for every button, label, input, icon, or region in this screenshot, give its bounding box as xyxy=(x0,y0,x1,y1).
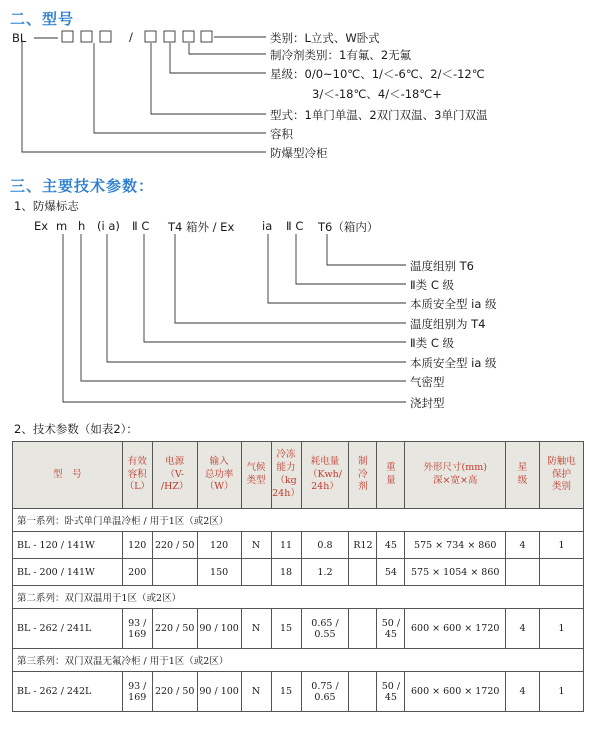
code-ia-inner: ia xyxy=(262,219,273,233)
cell-star: 4 xyxy=(506,672,540,712)
cell-star: 4 xyxy=(506,532,540,559)
cell-freezing: 15 xyxy=(271,672,301,712)
cell-model: BL - 262 / 242L xyxy=(13,672,123,712)
table-header-row xyxy=(13,442,584,509)
cell-weight: 54 xyxy=(377,559,405,586)
cell-climate xyxy=(241,559,271,586)
cell-dimensions: 575 × 734 × 860 xyxy=(405,532,506,559)
header-weight: 重 量 xyxy=(377,442,405,509)
cell-dimensions: 600 × 600 × 1720 xyxy=(405,609,506,649)
cell-dimensions: 600 × 600 × 1720 xyxy=(405,672,506,712)
cell-model: BL - 262 / 241L xyxy=(13,609,123,649)
table-row xyxy=(13,672,584,712)
cell-refrigerant xyxy=(349,609,377,649)
header-consumption: 耗电量 （Kwh/ 24h） xyxy=(301,442,349,509)
cell-shock-protection: 1 xyxy=(540,609,584,649)
explosion-mark-title: 1、防爆标志 xyxy=(14,199,79,213)
cell-input-power: 120 xyxy=(197,532,241,559)
cell-consumption: 0.75 / 0.65 xyxy=(301,672,349,712)
series-3-row xyxy=(13,649,584,672)
mark-label-t4: 温度组别为 T4 xyxy=(410,317,486,331)
cell-shock-protection xyxy=(540,559,584,586)
series-1-row xyxy=(13,509,584,532)
series-2-row xyxy=(13,586,584,609)
header-dimensions: 外形尺寸(mm) 深×宽×高 xyxy=(405,442,506,509)
code-ex: Ex xyxy=(34,219,49,233)
cell-star: 4 xyxy=(506,609,540,649)
cell-model: BL - 200 / 141W xyxy=(13,559,123,586)
cell-shock-protection: 1 xyxy=(540,672,584,712)
header-star: 星 级 xyxy=(506,442,540,509)
cell-dimensions: 575 × 1054 × 860 xyxy=(405,559,506,586)
cell-climate: N xyxy=(241,532,271,559)
cell-weight: 45 xyxy=(377,532,405,559)
cell-input-power: 90 / 100 xyxy=(197,672,241,712)
model-label-refrigerant: 制冷剂类别：1有氟、2无氟 xyxy=(270,48,412,62)
code-ia: (i a) xyxy=(97,219,120,233)
mark-label-iic-inner: Ⅱ类 C 级 xyxy=(410,278,455,292)
model-slash: / xyxy=(129,30,133,44)
code-iic-inner: Ⅱ C xyxy=(286,219,304,233)
code-iic: Ⅱ C xyxy=(132,219,150,233)
table-row xyxy=(13,559,584,586)
cell-freezing: 18 xyxy=(271,559,301,586)
series-2-title: 第二系列：双门双温用于1区（或2区） xyxy=(13,586,584,609)
header-input-power: 输入 总功率 （W） xyxy=(197,442,241,509)
header-power-source: 电源 （V- /HZ） xyxy=(152,442,197,509)
model-label-type: 型式：1单门单温、2双门双温、3单门双温 xyxy=(270,108,488,122)
model-prefix: BL xyxy=(12,31,27,45)
mark-label-encapsulated: 浇封型 xyxy=(410,396,445,410)
cell-freezing: 15 xyxy=(271,609,301,649)
cell-power-source: 220 / 50 xyxy=(152,532,197,559)
code-t6-inner: T6（箱内） xyxy=(318,220,379,234)
header-shock-protection: 防触电 保护 类别 xyxy=(540,442,584,509)
code-h: h xyxy=(78,219,86,233)
tech-params-title: 2、技术参数（如表2）： xyxy=(14,422,138,436)
cell-power-source: 220 / 50 xyxy=(152,609,197,649)
cell-climate: N xyxy=(241,609,271,649)
cell-input-power: 150 xyxy=(197,559,241,586)
header-climate: 气候 类型 xyxy=(241,442,271,509)
cell-refrigerant xyxy=(349,672,377,712)
cell-climate: N xyxy=(241,672,271,712)
code-t4-outer: T4 箱外 / Ex xyxy=(168,220,235,234)
header-refrigerant: 制 冷 剂 xyxy=(349,442,377,509)
header-volume: 有效 容积 （L） xyxy=(122,442,152,509)
cell-freezing: 11 xyxy=(271,532,301,559)
mark-label-t6: 温度组别 T6 xyxy=(410,259,474,273)
cell-weight: 50 / 45 xyxy=(377,672,405,712)
section-2-heading: 二、型号 xyxy=(10,10,75,28)
cell-consumption: 1.2 xyxy=(301,559,349,586)
model-label-volume: 容积 xyxy=(270,127,293,141)
cell-weight: 50 / 45 xyxy=(377,609,405,649)
cell-refrigerant: R12 xyxy=(349,532,377,559)
series-3-title: 第三系列：双门双温无氟冷柜 / 用于1区（或2区） xyxy=(13,649,584,672)
cell-volume: 120 xyxy=(122,532,152,559)
header-freezing: 冷冻 能力 （kg 24h） xyxy=(271,442,301,509)
cell-volume: 200 xyxy=(122,559,152,586)
cell-refrigerant xyxy=(349,559,377,586)
code-m: m xyxy=(56,219,68,233)
cell-shock-protection: 1 xyxy=(540,532,584,559)
mark-label-iic: Ⅱ类 C 级 xyxy=(410,336,455,350)
cell-volume: 93 / 169 xyxy=(122,672,152,712)
model-label-star: 星级：0/0~10℃、1/＜-6℃、2/＜-12℃ xyxy=(270,67,485,81)
model-label-explosion-proof: 防爆型冷柜 xyxy=(270,146,328,160)
cell-volume: 93 / 169 xyxy=(122,609,152,649)
cell-consumption: 0.65 / 0.55 xyxy=(301,609,349,649)
model-label-category: 类别：L立式、W卧式 xyxy=(270,31,380,45)
table-row xyxy=(13,609,584,649)
cell-power-source xyxy=(152,559,197,586)
cell-consumption: 0.8 xyxy=(301,532,349,559)
cell-model: BL - 120 / 141W xyxy=(13,532,123,559)
mark-label-ia-inner: 本质安全型 ia 级 xyxy=(410,297,497,311)
mark-label-airtight: 气密型 xyxy=(410,375,445,389)
tech-params-table xyxy=(12,441,584,712)
section-3-heading: 三、主要技术参数： xyxy=(10,177,155,195)
cell-power-source: 220 / 50 xyxy=(152,672,197,712)
series-1-title: 第一系列：卧式单门单温冷柜 / 用于1区（或2区） xyxy=(13,509,584,532)
model-label-star-cont: 3/＜-18℃、4/＜-18℃+ xyxy=(312,87,442,101)
header-model: 型 号 xyxy=(13,442,123,509)
cell-star xyxy=(506,559,540,586)
cell-input-power: 90 / 100 xyxy=(197,609,241,649)
table-row xyxy=(13,532,584,559)
mark-label-ia: 本质安全型 ia 级 xyxy=(410,356,497,370)
